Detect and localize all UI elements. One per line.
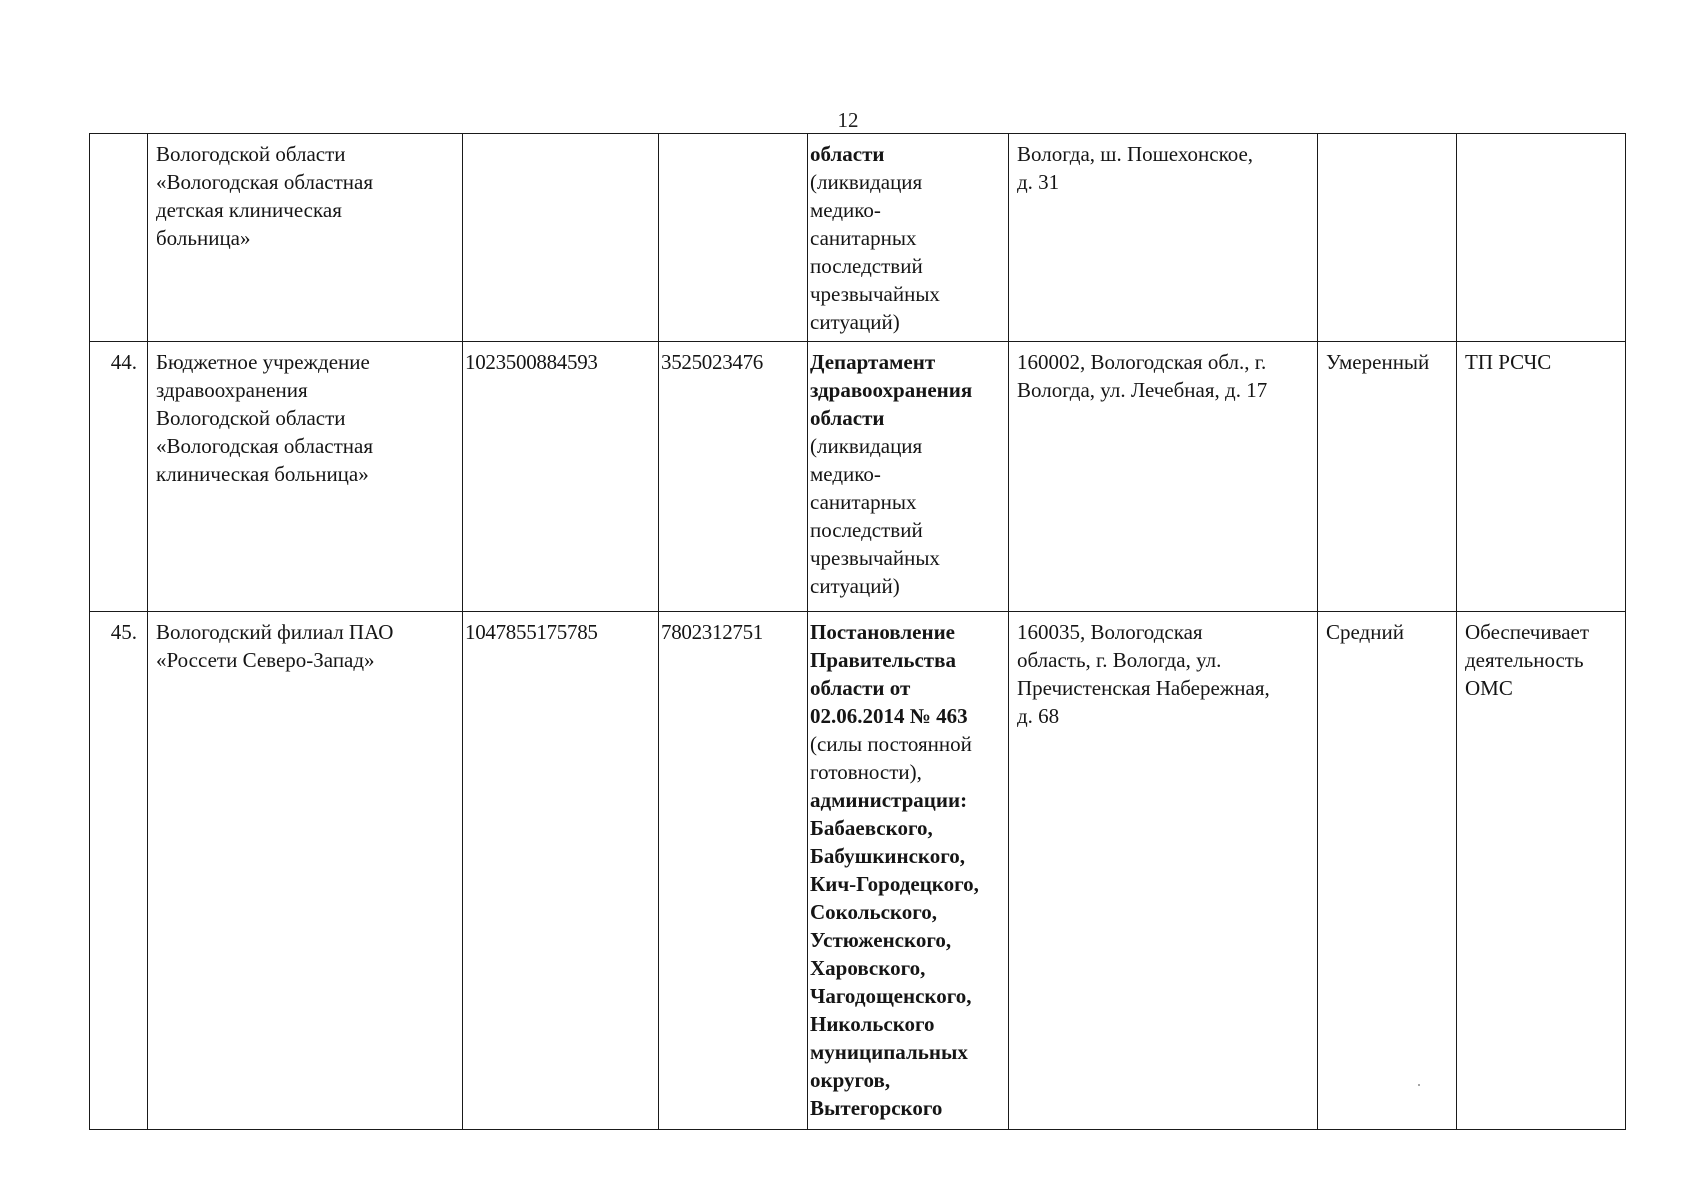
level-value: Средний <box>1326 620 1404 644</box>
ogrn-value: 1023500884593 <box>465 350 598 374</box>
basis-cell <box>808 134 1009 342</box>
basis-bold-line: администрации: <box>810 788 968 812</box>
basis-bold-line: муниципальных <box>810 1040 968 1064</box>
row-number-cell <box>90 612 148 1130</box>
address-line: Вологда, ул. Лечебная, д. 17 <box>1017 378 1268 402</box>
page-number: 12 <box>837 108 859 132</box>
organization-name-line: клиническая больница» <box>156 462 369 486</box>
ogrn-cell <box>463 342 659 612</box>
registry-table <box>89 133 1626 1130</box>
basis-line: санитарных <box>810 490 917 514</box>
inn-cell <box>659 612 808 1130</box>
level-value: Умеренный <box>1326 350 1430 374</box>
organization-name-line: больница» <box>156 226 251 250</box>
organization-name-line: детская клиническая <box>156 198 342 222</box>
basis-bold-line: Чагодощенского, <box>810 984 972 1008</box>
basis-line: (ликвидация <box>810 170 923 194</box>
ogrn-cell <box>463 612 659 1130</box>
basis-bold-line: Бабаевского, <box>810 816 933 840</box>
basis-bold-line: здравоохранения <box>810 378 973 402</box>
basis-bold-line: Кич-Городецкого, <box>810 872 979 896</box>
inn-cell <box>659 134 808 342</box>
address-cell <box>1009 342 1318 612</box>
row-number: 44. <box>110 350 137 374</box>
row-number-cell <box>90 342 148 612</box>
basis-line: ситуаций) <box>810 310 900 334</box>
organization-name-line: «Вологодская областная <box>156 434 373 458</box>
organization-name-line: Вологодской области <box>156 142 346 166</box>
row-number-cell <box>90 134 148 342</box>
address-line: д. 68 <box>1017 704 1060 728</box>
scan-speck <box>1418 1084 1420 1086</box>
organization-name-line: Вологодской области <box>156 406 346 430</box>
basis-bold-line: Постановление <box>810 620 955 644</box>
note-cell <box>1457 612 1626 1130</box>
organization-name-line: «Вологодская областная <box>156 170 373 194</box>
organization-name-line: «Россети Северо-Запад» <box>156 648 375 672</box>
basis-bold-line: Никольского <box>810 1012 935 1036</box>
note-line: ТП РСЧС <box>1465 350 1552 374</box>
basis-bold-line: области <box>810 406 885 430</box>
organization-name-cell <box>148 612 463 1130</box>
table-row <box>90 342 1626 612</box>
basis-bold-line: Департамент <box>810 350 936 374</box>
basis-bold-line: округов, <box>810 1068 891 1092</box>
note-cell <box>1457 134 1626 342</box>
note-line: Обеспечивает <box>1465 620 1590 644</box>
basis-bold-line: Устюженского, <box>810 928 952 952</box>
basis-bold-line: Вытегорского <box>810 1096 943 1120</box>
basis-bold-line: Правительства <box>810 648 956 672</box>
ogrn-cell <box>463 134 659 342</box>
organization-name-cell <box>148 134 463 342</box>
address-line: область, г. Вологда, ул. <box>1017 648 1222 672</box>
inn-cell <box>659 342 808 612</box>
ogrn-value: 1047855175785 <box>465 620 598 644</box>
basis-line: готовности), <box>810 760 922 784</box>
note-cell <box>1457 342 1626 612</box>
basis-line: медико- <box>810 462 881 486</box>
basis-line: последствий <box>810 518 923 542</box>
organization-name-line: здравоохранения <box>156 378 308 402</box>
inn-value: 7802312751 <box>661 620 764 644</box>
basis-bold-line: области от <box>810 676 911 700</box>
organization-name-line: Бюджетное учреждение <box>156 350 370 374</box>
level-cell <box>1318 134 1457 342</box>
organization-name-line: Вологодский филиал ПАО <box>156 620 394 644</box>
level-cell <box>1318 342 1457 612</box>
basis-line: чрезвычайных <box>810 282 940 306</box>
address-line: д. 31 <box>1017 170 1060 194</box>
basis-line: (силы постоянной <box>810 732 972 756</box>
basis-line: ситуаций) <box>810 574 900 598</box>
registry-table-body <box>90 134 1626 1130</box>
address-cell <box>1009 612 1318 1130</box>
address-line: Пречистенская Набережная, <box>1017 676 1270 700</box>
basis-bold-line: Бабушкинского, <box>810 844 966 868</box>
address-line: Вологда, ш. Пошехонское, <box>1017 142 1254 166</box>
address-line: 160002, Вологодская обл., г. <box>1017 350 1267 374</box>
basis-bold-line: области <box>810 142 885 166</box>
basis-line: последствий <box>810 254 923 278</box>
basis-cell <box>808 612 1009 1130</box>
basis-line: (ликвидация <box>810 434 923 458</box>
basis-bold-line: 02.06.2014 № 463 <box>810 704 968 728</box>
inn-value: 3525023476 <box>661 350 764 374</box>
note-line: ОМС <box>1465 676 1513 700</box>
address-line: 160035, Вологодская <box>1017 620 1203 644</box>
row-number: 45. <box>110 620 137 644</box>
basis-line: санитарных <box>810 226 917 250</box>
organization-name-cell <box>148 342 463 612</box>
note-line: деятельность <box>1465 648 1584 672</box>
basis-cell <box>808 342 1009 612</box>
basis-line: медико- <box>810 198 881 222</box>
basis-bold-line: Харовского, <box>810 956 926 980</box>
address-cell <box>1009 134 1318 342</box>
basis-line: чрезвычайных <box>810 546 940 570</box>
basis-bold-line: Сокольского, <box>810 900 938 924</box>
level-cell <box>1318 612 1457 1130</box>
table-row <box>90 612 1626 1130</box>
table-row <box>90 134 1626 342</box>
